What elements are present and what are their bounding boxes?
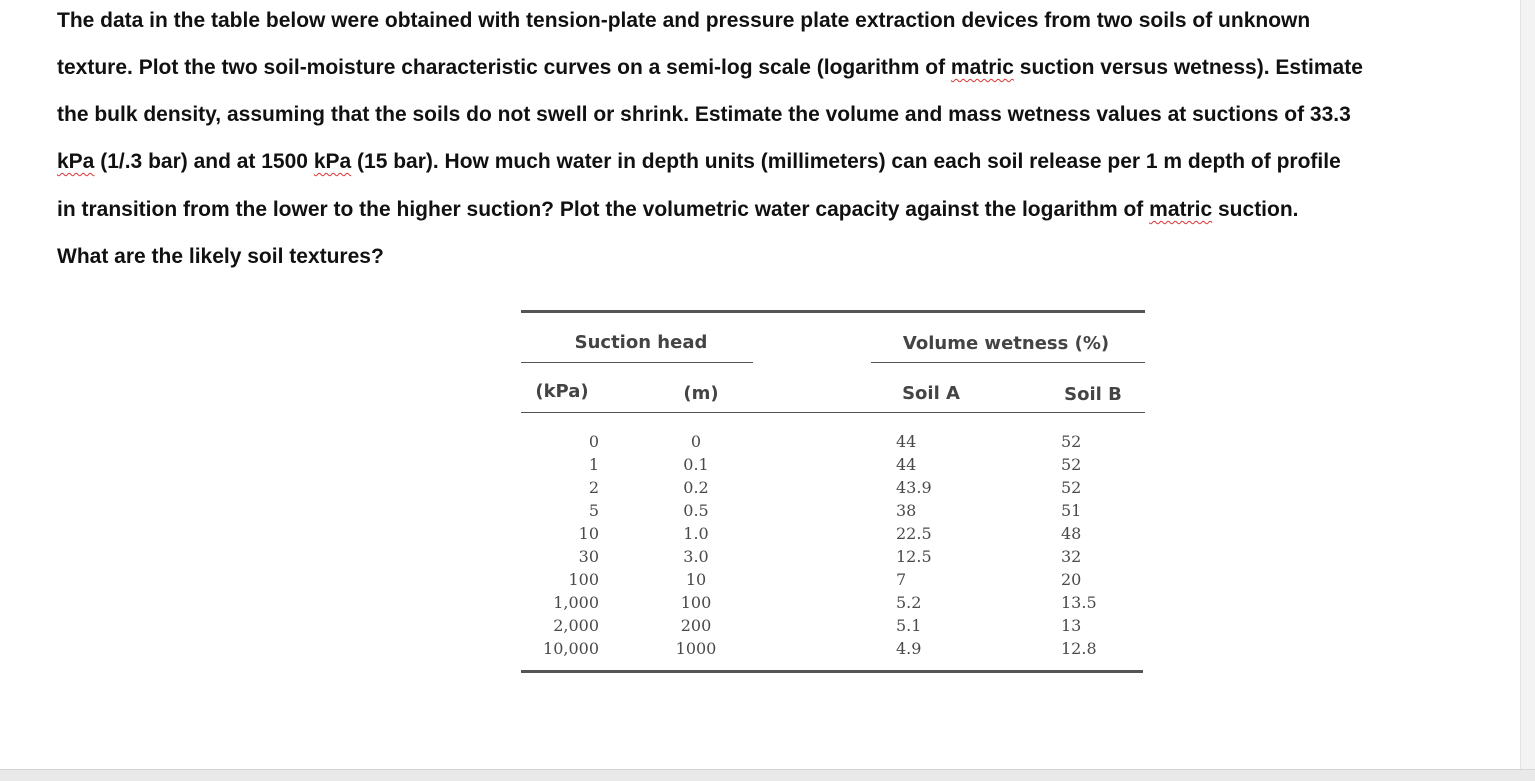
col-header-m: (m) xyxy=(683,383,719,404)
question-line-4-part-1: (1/.3 bar) and at 1500 xyxy=(94,150,314,173)
group-header-wetness: Volume wetness (%) xyxy=(902,333,1110,354)
cell-soil-b: 13.5 xyxy=(1061,593,1097,612)
window-bottom-bar xyxy=(0,769,1535,781)
spellcheck-word-kpa: kPa xyxy=(57,150,95,173)
cell-m: 0.5 xyxy=(683,501,709,520)
cell-soil-a: 44 xyxy=(896,432,917,451)
question-line-5-part-1: in transition from the lower to the higher suction? Plot the volumetric water capacity against the logarithm of xyxy=(57,198,1150,221)
cell-m: 0.1 xyxy=(683,455,709,474)
question-line-1: The data in the table below were obtained with tension-plate and pressure plate extraction devices from two soils of unknown xyxy=(57,9,1311,32)
cell-soil-a: 7 xyxy=(896,570,907,589)
table-top-rule xyxy=(521,310,1145,313)
header-bottom-rule xyxy=(521,412,1145,413)
cell-m: 0 xyxy=(690,432,702,451)
cell-soil-a: 4.9 xyxy=(896,639,922,658)
wetness-group-rule xyxy=(871,362,1145,363)
cell-soil-b: 52 xyxy=(1061,455,1082,474)
question-line-2 xyxy=(57,54,1363,82)
cell-m: 0.2 xyxy=(683,478,709,497)
question-line-6: What are the likely soil textures? xyxy=(57,245,384,268)
cell-soil-a: 44 xyxy=(896,455,917,474)
cell-kpa: 1 xyxy=(588,455,599,474)
cell-m: 3.0 xyxy=(683,547,709,566)
cell-m: 100 xyxy=(680,593,712,612)
cell-soil-a: 43.9 xyxy=(896,478,932,497)
cell-soil-a: 38 xyxy=(896,501,917,520)
cell-m: 200 xyxy=(680,616,712,635)
question-line-2-part-2: suction versus wetness). Estimate xyxy=(1013,56,1363,79)
cell-soil-b: 51 xyxy=(1061,501,1082,520)
cell-soil-a: 5.2 xyxy=(896,593,922,612)
cell-soil-b: 52 xyxy=(1061,432,1082,451)
question-line-4 xyxy=(57,148,1341,176)
cell-soil-b: 32 xyxy=(1061,547,1082,566)
cell-soil-b: 52 xyxy=(1061,478,1082,497)
cell-kpa: 2,000 xyxy=(553,616,599,635)
cell-kpa: 10,000 xyxy=(543,639,599,658)
question-line-5-part-2: suction. xyxy=(1212,198,1299,221)
window-right-edge xyxy=(1520,0,1535,770)
cell-soil-a: 12.5 xyxy=(896,547,932,566)
cell-kpa: 0 xyxy=(588,432,599,451)
question-line-2-part-1: texture. Plot the two soil-moisture characteristic curves on a semi-log scale (logarithm of xyxy=(57,56,951,79)
suction-group-rule xyxy=(521,362,753,363)
spellcheck-word-kpa-2: kPa xyxy=(313,150,352,173)
cell-kpa: 10 xyxy=(578,524,599,543)
cell-soil-a: 5.1 xyxy=(896,616,922,635)
cell-soil-b: 13 xyxy=(1061,616,1082,635)
cell-m: 1.0 xyxy=(683,524,709,543)
cell-kpa: 2 xyxy=(588,478,599,497)
group-header-suction: Suction head xyxy=(574,332,708,353)
cell-kpa: 5 xyxy=(588,501,599,520)
cell-kpa: 100 xyxy=(568,570,599,589)
question-line-3: the bulk density, assuming that the soils do not swell or shrink. Estimate the volume and mass wetness values at suctions of 33.3 xyxy=(57,103,1351,126)
data-table xyxy=(521,308,1145,678)
cell-soil-a: 22.5 xyxy=(896,524,932,543)
spellcheck-word-matric-2: matric xyxy=(1149,198,1213,221)
question-line-5 xyxy=(57,196,1299,224)
cell-kpa: 30 xyxy=(578,547,599,566)
col-header-soil-a: Soil A xyxy=(902,383,960,404)
cell-soil-b: 48 xyxy=(1061,524,1082,543)
spellcheck-word-matric: matric xyxy=(950,56,1014,79)
table-bottom-rule xyxy=(521,670,1143,673)
cell-soil-b: 20 xyxy=(1061,570,1082,589)
cell-kpa: 1,000 xyxy=(553,593,599,612)
col-header-soil-b: Soil B xyxy=(1064,384,1122,405)
cell-m: 1000 xyxy=(675,639,717,658)
col-header-kpa: (kPa) xyxy=(535,381,589,402)
question-line-4-part-2: (15 bar). How much water in depth units (millimeters) can each soil release per 1 m depth of profile xyxy=(351,150,1341,173)
cell-soil-b: 12.8 xyxy=(1061,639,1097,658)
cell-m: 10 xyxy=(685,570,707,589)
